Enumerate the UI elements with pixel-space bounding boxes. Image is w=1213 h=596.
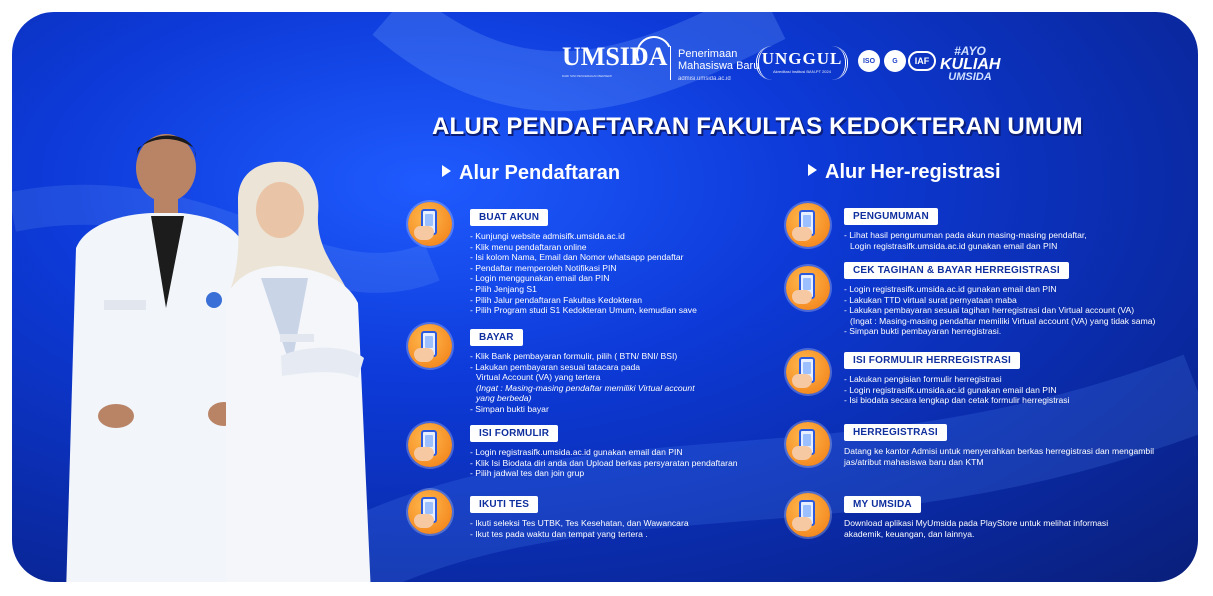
cert-seal-icon: G: [884, 50, 906, 72]
step-label: BUAT AKUN: [470, 209, 548, 226]
step-note: (Ingat : Masing-masing pendaftar memiliki Virtual account (VA) yang tidak sama): [850, 315, 1156, 326]
step-line: Login registrasifk.umsida.ac.id gunakan email dan PIN: [850, 240, 1058, 251]
step-details: [470, 231, 697, 316]
step-my-umsida: [844, 494, 1108, 539]
section-title-herregistrasi: Alur Her-registrasi: [808, 161, 1001, 184]
pmb-site: admisi.umsida.ac.id: [678, 76, 731, 82]
header-divider: [670, 46, 671, 80]
step-details: [844, 518, 1108, 539]
step-line: - Pilih jadwal tes dan join grup: [470, 468, 585, 479]
step-details: [844, 446, 1154, 467]
step-line: - Simpan bukti bayar: [470, 403, 549, 414]
step-note: yang berbeda): [476, 393, 532, 404]
step-details: [844, 230, 1087, 251]
iso-label: ISO: [862, 57, 876, 65]
brand-tagline: DARI SINI PENCERAHAN BERSEMI: [562, 74, 612, 78]
step-line: - Login menggunakan email dan PIN: [470, 273, 610, 284]
iaf-label: IAF: [914, 56, 930, 66]
step-label: MY UMSIDA: [844, 496, 921, 513]
step-label: BAYAR: [470, 329, 523, 346]
students-illustration: [46, 128, 406, 582]
hashtag-logo: [940, 45, 1000, 84]
step-line: - Lakukan TTD virtual surat pernyataan maba: [844, 294, 1017, 305]
form-phone-icon: [408, 423, 452, 467]
pmb-line1: Penerimaan: [678, 48, 738, 60]
iso-cert-icon: [858, 50, 880, 72]
hashtag-line1: #AYO: [954, 44, 986, 58]
step-line: - Kunjungi website admisifk.umsida.ac.id: [470, 231, 625, 241]
billing-phone-icon: [786, 266, 830, 310]
step-bayar: [470, 327, 695, 415]
accreditation-label: UNGGUL: [761, 49, 843, 68]
registration-banner: [12, 12, 1198, 582]
step-line: - Pilih Jalur pendaftaran Fakultas Kedokteran: [470, 294, 642, 305]
accreditation-sub: Akreditasi Institusi BAN-PT 2024: [773, 69, 831, 74]
hashtag-line2: KULIAH: [940, 56, 1001, 73]
section-title-pendaftaran: Alur Pendaftaran: [442, 162, 620, 185]
step-details: [844, 374, 1069, 406]
step-line: - Pilih Jenjang S1: [470, 283, 537, 294]
myumsida-app-icon: [786, 493, 830, 537]
step-line: akademik, keuangan, dan lainnya.: [844, 528, 975, 539]
step-isi-formulir-herregistrasi: [844, 350, 1069, 406]
step-label: IKUTI TES: [470, 496, 538, 513]
step-pengumuman: [844, 206, 1087, 251]
step-line: - Klik Bank pembayaran formulir, pilih ( BTN/ BNI/ BSI): [470, 351, 678, 361]
megaphone-icon: [786, 203, 830, 247]
step-line: - Lakukan pembayaran sesuai tatacara pada: [470, 361, 641, 372]
step-cek-tagihan: [844, 260, 1155, 337]
step-line: - Pilih Program studi S1 Kedokteran Umum, kemudian save: [470, 305, 697, 316]
step-label: PENGUMUMAN: [844, 208, 938, 225]
step-line: Datang ke kantor Admisi untuk menyerahkan berkas herregistrasi dan mengambil: [844, 446, 1155, 456]
step-line: - Isi biodata secara lengkap dan cetak formulir herregistrasi: [844, 395, 1070, 406]
phone-signup-icon: [408, 202, 452, 246]
test-icon: [408, 490, 452, 534]
step-label: HERREGISTRASI: [844, 424, 947, 441]
step-details: [844, 284, 1155, 337]
step-line: jas/atribut mahasiswa baru dan KTM: [844, 456, 984, 467]
step-line: - Ikut tes pada waktu dan tempat yang tertera .: [470, 528, 648, 539]
step-line: Download aplikasi MyUmsida pada PlayStore untuk melihat informasi: [844, 518, 1109, 528]
herreg-form-icon: [786, 350, 830, 394]
step-herregistrasi: [844, 422, 1154, 467]
step-isi-formulir: [470, 423, 738, 479]
step-line: - Klik menu pendaftaran online: [470, 241, 587, 252]
pmb-label: [678, 48, 759, 85]
step-line: - Lakukan pengisian formulir herregistrasi: [844, 374, 1002, 384]
iaf-cert-icon: [908, 51, 936, 71]
step-line: Virtual Account (VA) yang tertera: [476, 372, 601, 383]
step-line: - Isi kolom Nama, Email dan Nomor whatsapp pendaftar: [470, 252, 684, 263]
step-details: [470, 351, 695, 415]
step-label: CEK TAGIHAN & BAYAR HERREGISTRASI: [844, 262, 1069, 279]
step-line: - Klik Isi Biodata diri anda dan Upload berkas persyaratan pendaftaran: [470, 457, 738, 468]
step-label: ISI FORMULIR HERREGISTRASI: [844, 352, 1020, 369]
umsida-logo: [562, 42, 667, 82]
pmb-line2: Mahasiswa Baru: [678, 60, 760, 72]
step-line: - Lihat hasil pengumuman pada akun masing-masing pendaftar,: [844, 230, 1087, 240]
step-line: - Login registrasifk.umsida.ac.id gunakan email dan PIN: [470, 447, 683, 457]
brand-name: UMSIDA: [562, 42, 668, 71]
hashtag-line3: UMSIDA: [948, 71, 992, 83]
step-note: (Ingat : Masing-masing pendaftar memiliki Virtual account: [476, 382, 695, 393]
accreditation-badge: [756, 46, 848, 80]
step-line: - Login registrasifk.umsida.ac.id gunakan email dan PIN: [844, 384, 1057, 395]
step-ikuti-tes: [470, 494, 689, 539]
step-buat-akun: [470, 207, 697, 316]
herreg-phone-icon: [786, 422, 830, 466]
step-line: - Ikuti seleksi Tes UTBK, Tes Kesehatan, dan Wawancara: [470, 518, 689, 528]
step-details: [470, 518, 689, 539]
step-line: - Pendaftar memperoleh Notifikasi PIN: [470, 262, 617, 273]
step-details: [470, 447, 738, 479]
step-label: ISI FORMULIR: [470, 425, 558, 442]
step-line: - Lakukan pembayaran sesuai tagihan herregistrasi dan Virtual account (VA): [844, 305, 1135, 316]
payment-phone-icon: [408, 324, 452, 368]
page-title: ALUR PENDAFTARAN FAKULTAS KEDOKTERAN UMUM: [432, 113, 1083, 140]
step-line: - Login registrasifk.umsida.ac.id gunakan email dan PIN: [844, 284, 1057, 294]
step-line: - Simpan bukti pembayaran herregistrasi.: [844, 326, 1002, 337]
